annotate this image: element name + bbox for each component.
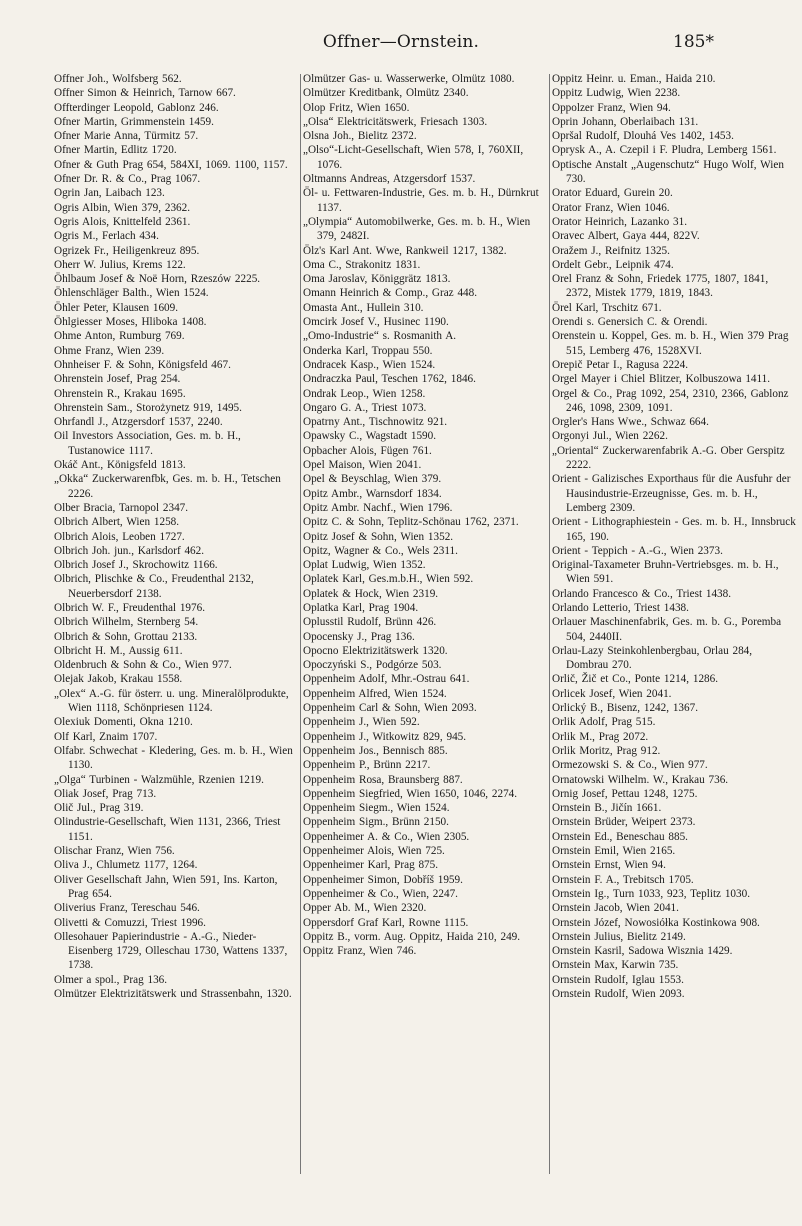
directory-entry: Ondrak Leop., Wien 1258. <box>303 387 426 400</box>
directory-entry: Öhlenschläger Balth., Wien 1524. <box>54 287 209 300</box>
directory-entry: Opršal Rudolf, Dlouhá Ves 1402, 1453. <box>552 130 734 143</box>
directory-entry: Olbrich Josef J., Skrochowitz 1166. <box>54 559 218 572</box>
directory-entry: Oppitz Ludwig, Wien 2238. <box>552 87 681 100</box>
directory-entry: Olmer a spol., Prag 136. <box>54 973 168 986</box>
directory-entry: Oppenheim Siegm., Wien 1524. <box>303 802 450 815</box>
directory-entry: Oltmanns Andreas, Atzgersdorf 1537. <box>303 173 476 186</box>
directory-entry: Olf Karl, Znaim 1707. <box>54 730 158 743</box>
directory-entry: Orgel & Co., Prag 1092, 254, 2310, 2366, Gablonz 246, 1098, 2309, 1091. <box>552 387 789 414</box>
directory-entry: Oppitz Heinr. u. Eman., Haida 210. <box>552 73 716 85</box>
directory-entry: Orendi s. Genersich C. & Orendi. <box>552 316 708 329</box>
directory-entry: Olsna Joh., Bielitz 2372. <box>303 130 417 143</box>
directory-entry: Olbrich Alois, Leoben 1727. <box>54 530 185 543</box>
directory-entry: Ofner & Guth Prag 654, 584XI, 1069. 1100, 1157. <box>54 158 288 171</box>
directory-entry: Opocno Elektrizitätswerk 1320. <box>303 644 448 657</box>
directory-entry: Opawsky C., Wagstadt 1590. <box>303 430 437 443</box>
directory-entry: Oppenheim J., Wien 592. <box>303 716 420 729</box>
directory-entry: Optische Anstalt „Augenschutz“ Hugo Wolf, Wien 730. <box>552 158 784 186</box>
directory-entry: Ornig Josef, Pettau 1248, 1275. <box>552 787 698 800</box>
directory-entry: Original-Taxameter Bruhn-Vertriebsges. m. b. H., Wien 591. <box>552 559 779 586</box>
directory-entry: „Omo-Industrie“ s. Rosmanith A. <box>303 330 457 343</box>
page-header <box>0 30 802 56</box>
directory-entry: Olmützer Gas- u. Wasserwerke, Olmütz 1080. <box>303 73 515 85</box>
directory-entry: Örel Karl, Trschitz 671. <box>552 301 662 314</box>
directory-entry: Opper Ab. M., Wien 2320. <box>303 902 427 915</box>
directory-entry: Orient - Teppich - A.-G., Wien 2373. <box>552 544 723 557</box>
directory-entry: Olbrich, Plischke & Co., Freudenthal 2132, Neuerbersdorf 2138. <box>54 573 254 600</box>
directory-entry: Ornstein Ig., Turn 1033, 923, Teplitz 1030. <box>552 887 750 900</box>
directory-entry: Oppenheimer Alois, Wien 725. <box>303 845 445 858</box>
directory-entry: Olmützer Kreditbank, Olmütz 2340. <box>303 87 469 100</box>
directory-entry: Opitz Josef & Sohn, Wien 1352. <box>303 530 454 543</box>
directory-entry: Olič Jul., Prag 319. <box>54 802 144 815</box>
directory-entry: Ornstein Józef, Nowosiółka Kostinkowa 908. <box>552 916 760 929</box>
directory-entry: Orator Franz, Wien 1046. <box>552 201 670 214</box>
directory-entry: Oprysk A., A. Czepil i F. Pludra, Lemberg 1561. <box>552 144 777 157</box>
directory-entry: Orlicek Josef, Wien 2041. <box>552 687 672 700</box>
directory-entry: Oplat Ludwig, Wien 1352. <box>303 559 426 572</box>
directory-entry: Oppitz Franz, Wien 746. <box>303 945 417 958</box>
directory-entry: Oražem J., Reifnitz 1325. <box>552 244 670 257</box>
directory-entry: Orenstein u. Koppel, Ges. m. b. H., Wien 379 Prag 515, Lemberg 476, 1528XVI. <box>552 330 789 357</box>
directory-entry: Oppenheim Sigm., Brünn 2150. <box>303 816 449 829</box>
directory-entry: Orlik M., Prag 2072. <box>552 730 649 743</box>
column-divider <box>549 74 550 1174</box>
directory-entry: Orient - Lithographiestein - Ges. m. b. H., Innsbruck 165, 190. <box>552 516 796 543</box>
directory-entry: Orator Heinrich, Lazanko 31. <box>552 215 688 228</box>
directory-entry: Oplusstil Rudolf, Brünn 426. <box>303 616 437 629</box>
directory-entry: Omasta Ant., Hullein 310. <box>303 301 424 314</box>
directory-entry: Ohrfandl J., Atzgersdorf 1537, 2240. <box>54 416 223 429</box>
directory-entry: Olindustrie-Gesellschaft, Wien 1131, 2366, Triest 1151. <box>54 816 281 843</box>
directory-entry: Ogrizek Fr., Heiligenkreuz 895. <box>54 244 200 257</box>
directory-entry: Olexiuk Domenti, Okna 1210. <box>54 716 193 729</box>
directory-entry: Ohme Anton, Rumburg 769. <box>54 330 185 343</box>
directory-entry: Orlando Francesco & Co., Triest 1438. <box>552 587 732 600</box>
directory-entry: Opel Maison, Wien 2041. <box>303 459 422 472</box>
directory-entry: Okáč Ant., Königsfeld 1813. <box>54 459 186 472</box>
directory-entry: Olischar Franz, Wien 756. <box>54 845 175 858</box>
directory-entry: Ohrenstein Sam., Storożynetz 919, 1495. <box>54 401 242 414</box>
directory-entry: Ofner Martin, Edlitz 1720. <box>54 144 177 157</box>
directory-entry: Ornstein B., Jičín 1661. <box>552 802 662 815</box>
directory-entry: Oppenheim P., Brünn 2217. <box>303 759 431 772</box>
directory-entry: Ollesohauer Papierindustrie - A.-G., Nieder-Eisenberg 1729, Olleschau 1730, Wattens 1337, 1738. <box>54 930 288 972</box>
directory-entry: Oma Jaroslav, Königgrätz 1813. <box>303 273 451 286</box>
directory-entry: Oliva J., Chlumetz 1177, 1264. <box>54 859 198 872</box>
directory-entry: Olbrich Albert, Wien 1258. <box>54 516 180 529</box>
directory-entry: Ormezowski S. & Co., Wien 977. <box>552 759 708 772</box>
directory-entry: Ogris M., Ferlach 434. <box>54 230 159 243</box>
directory-entry: Orgel Mayer i Chiel Blitzer, Kolbuszowa 1411. <box>552 373 771 386</box>
directory-entry: Oppenheimer Simon, Dobříš 1959. <box>303 873 463 886</box>
directory-entry: Olfabr. Schwechat - Kledering, Ges. m. b. H., Wien 1130. <box>54 744 293 772</box>
directory-entry: Oliak Josef, Prag 713. <box>54 787 157 800</box>
directory-entry: Ofner Marie Anna, Türmitz 57. <box>54 130 199 143</box>
directory-entry: Oppenheim Rosa, Braunsberg 887. <box>303 773 463 786</box>
directory-entry: Olber Bracia, Tarnopol 2347. <box>54 501 189 514</box>
directory-entry: Orel Franz & Sohn, Friedek 1775, 1807, 1841, 2372, Mistek 1779, 1819, 1843. <box>552 273 769 300</box>
directory-entry: Ondraczka Paul, Teschen 1762, 1846. <box>303 373 476 386</box>
directory-entry: Ornstein Ed., Beneschau 885. <box>552 830 688 843</box>
directory-entry: Opel & Beyschlag, Wien 379. <box>303 473 442 486</box>
column-2 <box>303 72 547 958</box>
directory-entry: Ornstein Julius, Bielitz 2149. <box>552 930 686 943</box>
directory-entry: Onderka Karl, Troppau 550. <box>303 344 433 357</box>
directory-entry: „Olga“ Turbinen - Walzmühle, Rzenien 1219. <box>54 773 264 786</box>
directory-entry: Oliver Gesellschaft Jahn, Wien 591, Ins. Karton, Prag 654. <box>54 873 278 900</box>
page-title: Offner—Ornstein. <box>322 32 480 52</box>
directory-entry: Ornstein Emil, Wien 2165. <box>552 845 676 858</box>
directory-entry: Ohrenstein Josef, Prag 254. <box>54 373 181 386</box>
directory-entry: Ofner Martin, Grimmenstein 1459. <box>54 115 214 128</box>
directory-entry: „Oriental“ Zuckerwarenfabrik A.-G. Ober Gerspitz 2222. <box>552 444 785 472</box>
directory-entry: Oppenheim Alfred, Wien 1524. <box>303 687 447 700</box>
directory-entry: Oppenheim Siegfried, Wien 1650, 1046, 2274. <box>303 787 518 800</box>
directory-entry: Orlič, Žič et Co., Ponte 1214, 1286. <box>552 673 719 686</box>
directory-entry: Opitz Ambr. Nachf., Wien 1796. <box>303 501 453 514</box>
directory-entry: Orgonyi Jul., Wien 2262. <box>552 430 668 443</box>
directory-entry: Opoczyński S., Podgórze 503. <box>303 659 442 672</box>
directory-entry: Offterdinger Leopold, Gablonz 246. <box>54 101 219 114</box>
page-number: 185* <box>673 32 714 52</box>
directory-entry: Ornstein Rudolf, Iglau 1553. <box>552 973 684 986</box>
directory-entry: Ornstein Jacob, Wien 2041. <box>552 902 679 915</box>
directory-entry: Oplatka Karl, Prag 1904. <box>303 601 419 614</box>
directory-entry: Ornstein Kasril, Sadowa Wisznia 1429. <box>552 945 733 958</box>
directory-entry: Oppenheim J., Witkowitz 829, 945. <box>303 730 467 743</box>
directory-entry: Ölz's Karl Ant. Wwe, Rankweil 1217, 1382. <box>303 244 507 257</box>
directory-entry: Olop Fritz, Wien 1650. <box>303 101 410 114</box>
directory-entry: Olbrich & Sohn, Grottau 2133. <box>54 630 198 643</box>
directory-entry: Orepič Petar I., Ragusa 2224. <box>552 358 689 371</box>
directory-entry: Opocensky J., Prag 136. <box>303 630 415 643</box>
directory-entry: Oppersdorf Graf Karl, Rowne 1115. <box>303 916 469 929</box>
directory-entry: Olmützer Elektrizitätswerk und Strassenbahn, 1320. <box>54 988 292 1000</box>
directory-entry: Ornstein Rudolf, Wien 2093. <box>552 988 685 1000</box>
directory-entry: Oppenheimer & Co., Wien, 2247. <box>303 887 458 900</box>
directory-entry: Opitz Ambr., Warnsdorf 1834. <box>303 487 442 500</box>
directory-entry: Orgler's Hans Wwe., Schwaz 664. <box>552 416 709 429</box>
directory-entry: Offner Simon & Heinrich, Tarnow 667. <box>54 87 236 100</box>
directory-entry: Ogris Alois, Knittelfeld 2361. <box>54 215 191 228</box>
directory-entry: Ongaro G. A., Triest 1073. <box>303 401 427 414</box>
directory-entry: Oppenheim Adolf, Mhr.-Ostrau 641. <box>303 673 470 686</box>
directory-entry: Oppenheimer A. & Co., Wien 2305. <box>303 830 470 843</box>
directory-entry: Ohme Franz, Wien 239. <box>54 344 165 357</box>
directory-entry: „Olympia“ Automobilwerke, Ges. m. b. H., Wien 379, 2482I. <box>303 215 531 243</box>
directory-entry: Oppolzer Franz, Wien 94. <box>552 101 671 114</box>
directory-entry: Orlik Moritz, Prag 912. <box>552 744 661 757</box>
directory-entry: Oravec Albert, Gaya 444, 822V. <box>552 230 700 243</box>
directory-entry: Ohrenstein R., Krakau 1695. <box>54 387 186 400</box>
directory-entry: Oplatek Karl, Ges.m.b.H., Wien 592. <box>303 573 474 586</box>
directory-entry: Oppenheim Jos., Bennisch 885. <box>303 744 448 757</box>
directory-entry: Omcirk Josef V., Husinec 1190. <box>303 316 449 329</box>
directory-entry: Omann Heinrich & Comp., Graz 448. <box>303 287 478 300</box>
column-1 <box>54 72 298 1001</box>
directory-entry: Oppenheim Carl & Sohn, Wien 2093. <box>303 702 477 715</box>
directory-entry: Ornatowski Wilhelm. W., Krakau 736. <box>552 773 729 786</box>
directory-entry: Olbrich W. F., Freudenthal 1976. <box>54 601 206 614</box>
directory-entry: Ornstein Ernst, Wien 94. <box>552 859 666 872</box>
directory-entry: Ornstein F. A., Trebitsch 1705. <box>552 873 694 886</box>
directory-entry: Orlando Letterio, Triest 1438. <box>552 601 689 614</box>
directory-entry: Oplatek & Hock, Wien 2319. <box>303 587 439 600</box>
directory-entry: Olbrich Wilhelm, Sternberg 54. <box>54 616 199 629</box>
directory-entry: „Olex“ A.-G. für österr. u. ung. Mineralölprodukte, Wien 1118, Schönpriesen 1124. <box>54 687 289 715</box>
directory-entry: „Okka“ Zuckerwarenfbk, Ges. m. b. H., Tetschen 2226. <box>54 473 281 500</box>
directory-entry: Öhlbaum Josef & Noë Horn, Rzeszów 2225. <box>54 273 261 286</box>
directory-entry: Ogris Albin, Wien 379, 2362. <box>54 201 191 214</box>
directory-entry: Orator Eduard, Gurein 20. <box>552 187 673 200</box>
directory-entry: „Olsa“ Elektricitätswerk, Friesach 1303. <box>303 115 488 128</box>
directory-entry: Opitz C. & Sohn, Teplitz-Schönau 1762, 2371. <box>303 516 519 529</box>
directory-entry: Oma C., Strakonitz 1831. <box>303 258 421 271</box>
directory-entry: Ohnheiser F. & Sohn, Königsfeld 467. <box>54 358 231 371</box>
directory-entry: Oppitz B., vorm. Aug. Oppitz, Haida 210, 249. <box>303 930 521 943</box>
directory-entry: Ordelt Gebr., Leipnik 474. <box>552 258 674 271</box>
directory-entry: Offner Joh., Wolfsberg 562. <box>54 73 182 85</box>
directory-entry: Öhler Peter, Klausen 1609. <box>54 301 179 314</box>
directory-entry: Oppenheimer Karl, Prag 875. <box>303 859 439 872</box>
directory-entry: Opatrny Ant., Tischnowitz 921. <box>303 416 448 429</box>
column-3 <box>552 72 796 1001</box>
directory-entry: Orient - Galizisches Exporthaus für die Ausfuhr der Hausindustrie-Erzeugnisse, Ges. m. b. H., Lemberg 2309. <box>552 473 791 514</box>
column-divider <box>300 74 301 1174</box>
directory-entry: Orlický B., Bisenz, 1242, 1367. <box>552 702 699 715</box>
directory-entry: Ornstein Max, Karwin 735. <box>552 959 679 972</box>
directory-entry: Olivetti & Comuzzi, Triest 1996. <box>54 916 206 929</box>
directory-entry: Orlauer Maschinenfabrik, Ges. m. b. G., Poremba 504, 2440II. <box>552 616 782 643</box>
directory-entry: „Olso“-Licht-Gesellschaft, Wien 578, I, 760XII, 1076. <box>303 144 524 171</box>
directory-entry: Oliverius Franz, Tereschau 546. <box>54 902 200 915</box>
directory-entry: Öl- u. Fettwaren-Industrie, Ges. m. b. H., Dürnkrut 1137. <box>303 187 539 214</box>
directory-entry: Orlik Adolf, Prag 515. <box>552 716 656 729</box>
directory-entry: Ornstein Brüder, Weipert 2373. <box>552 816 696 829</box>
directory-entry: Oprin Johann, Oberlaibach 131. <box>552 115 699 128</box>
directory-entry: Oherr W. Julius, Krems 122. <box>54 258 186 271</box>
directory-entry: Öhlgiesser Moses, Hliboka 1408. <box>54 316 207 329</box>
directory-entry: Opbacher Alois, Fügen 761. <box>303 444 432 457</box>
directory-entry: Olbrich Joh. jun., Karlsdorf 462. <box>54 544 205 557</box>
directory-entry: Ondracek Kasp., Wien 1524. <box>303 358 436 371</box>
directory-entry: Ogrin Jan, Laibach 123. <box>54 187 165 200</box>
directory-entry: Orlau-Lazy Steinkohlenbergbau, Orlau 284, Dombrau 270. <box>552 644 753 672</box>
directory-entry: Opitz, Wagner & Co., Wels 2311. <box>303 544 458 557</box>
directory-entry: Oil Investors Association, Ges. m. b. H., Tustanowice 1117. <box>54 430 241 457</box>
directory-entry: Ofner Dr. R. & Co., Prag 1067. <box>54 173 201 186</box>
directory-entry: Olejak Jakob, Krakau 1558. <box>54 673 183 686</box>
directory-entry: Olbricht H. M., Aussig 611. <box>54 644 183 657</box>
directory-entry: Oldenbruch & Sohn & Co., Wien 977. <box>54 659 232 672</box>
